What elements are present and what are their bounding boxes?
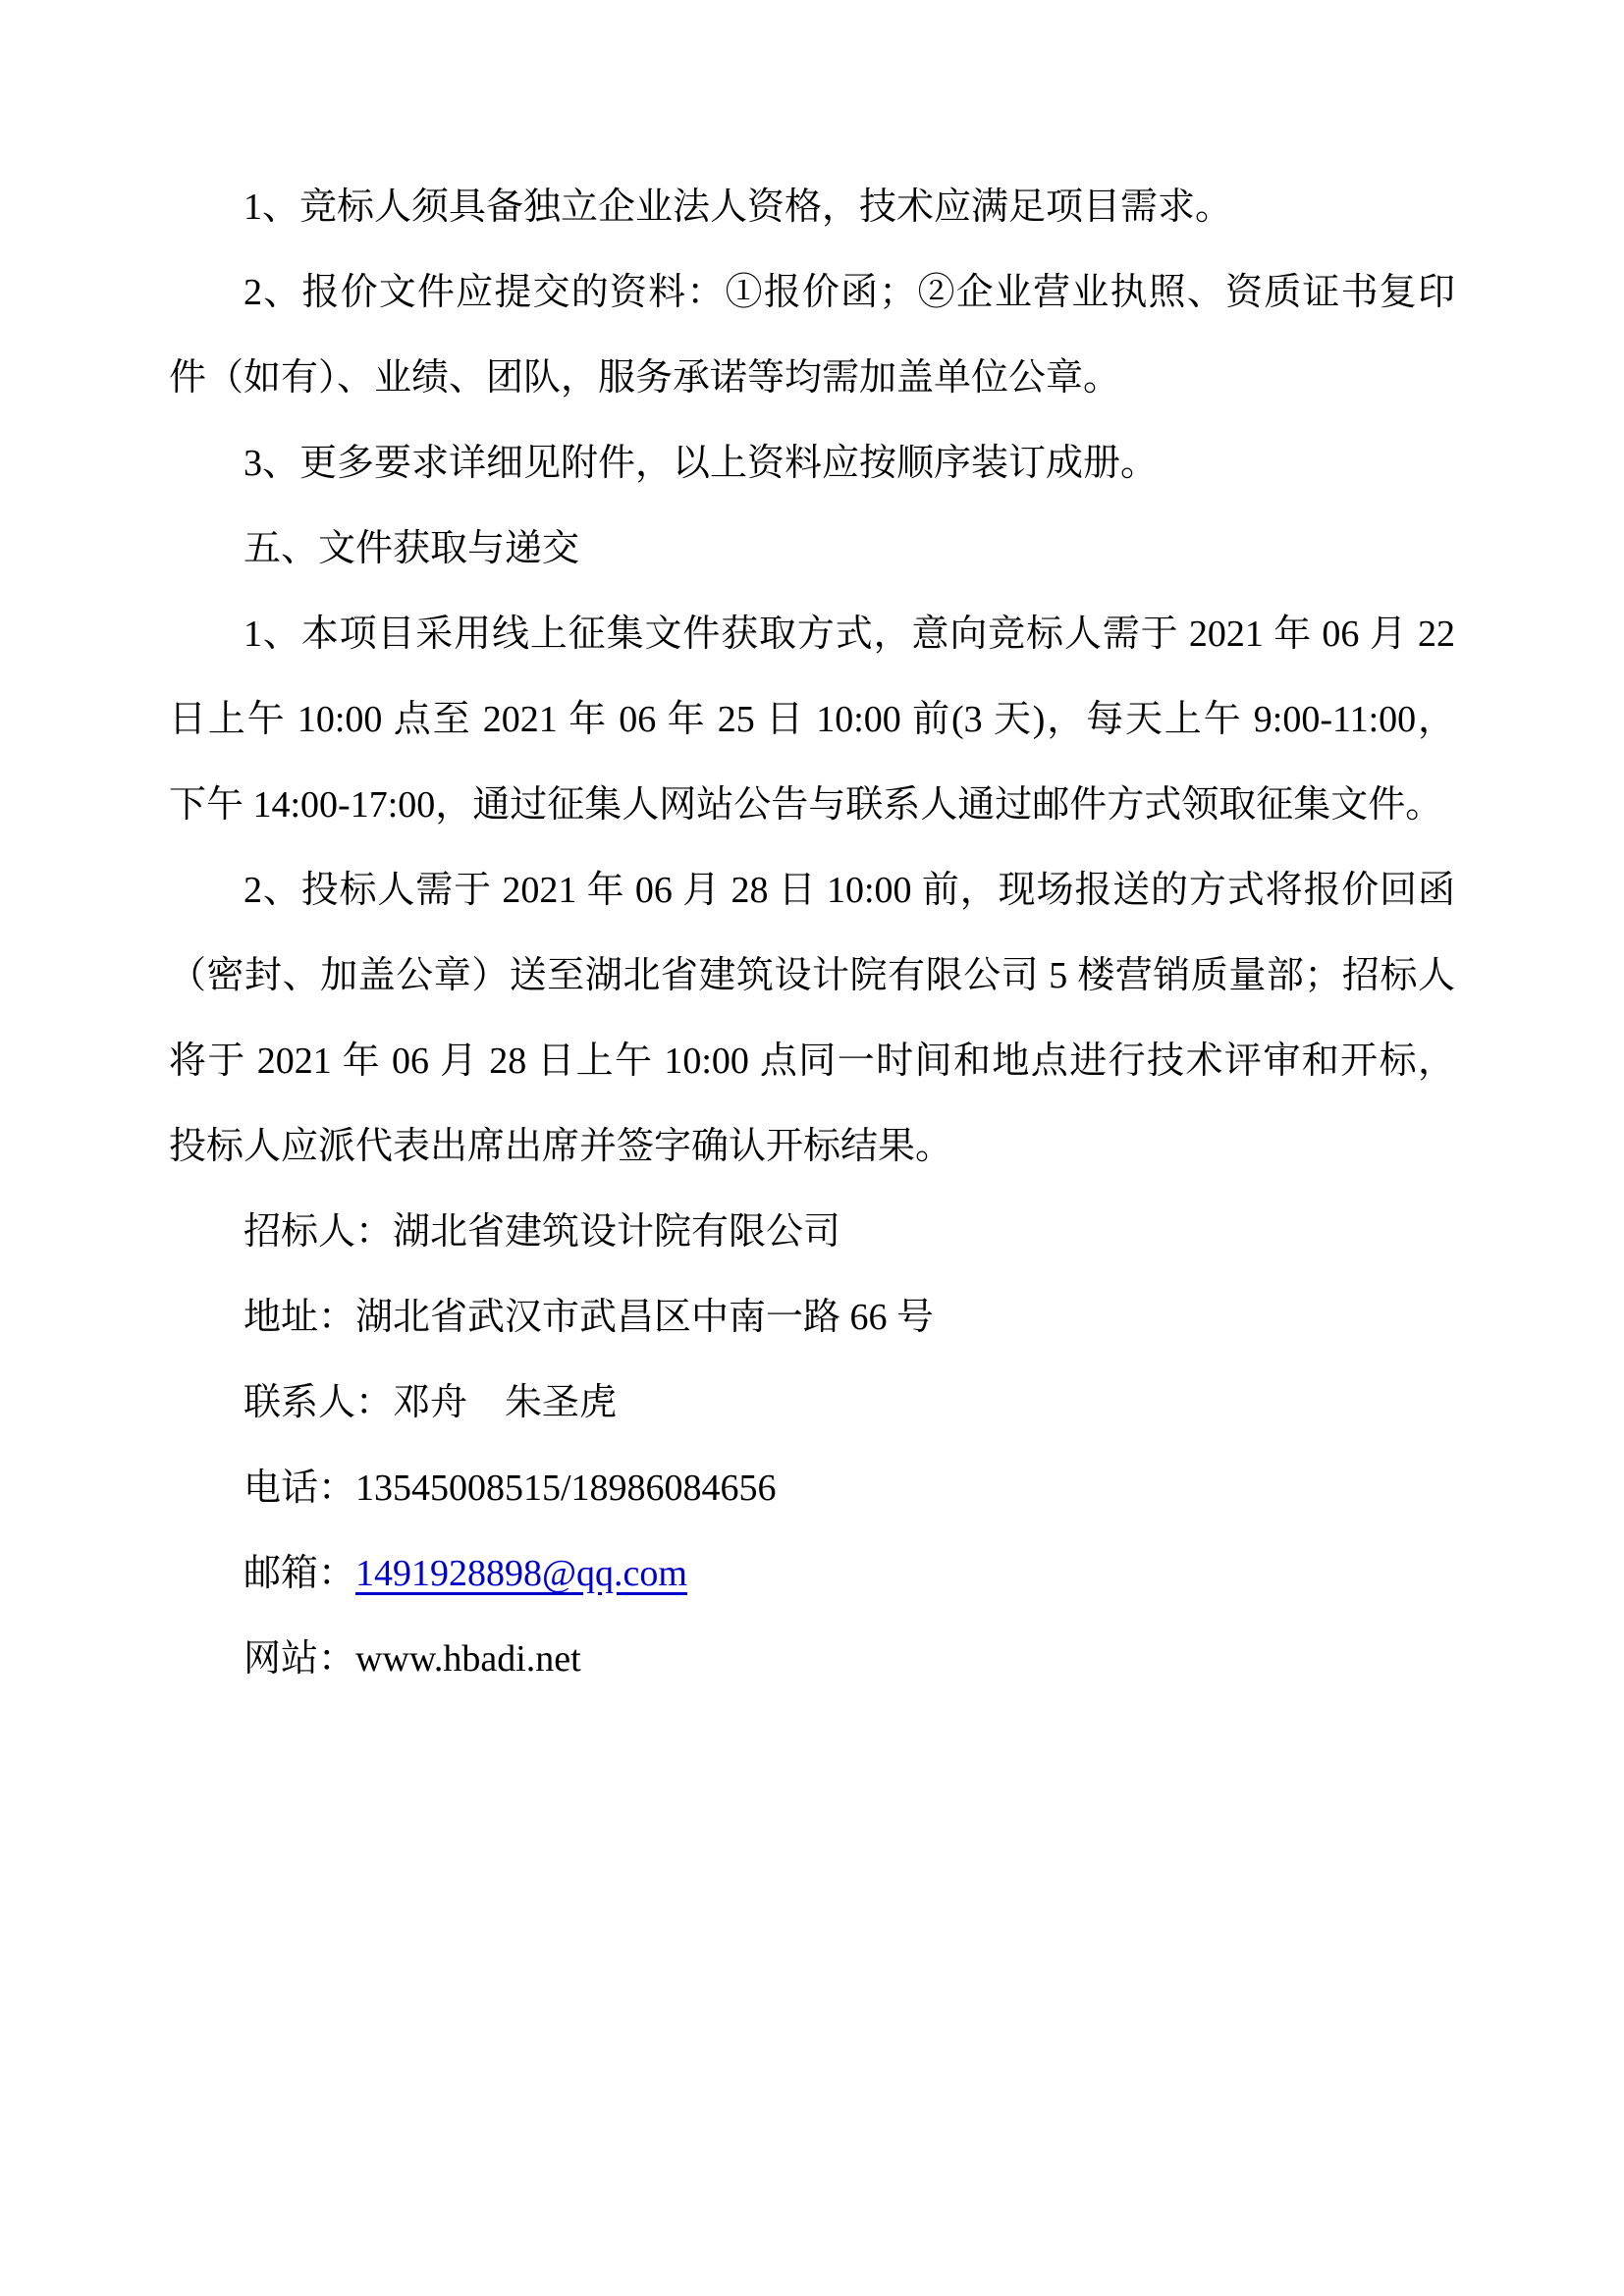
- email-link[interactable]: 1491928898@qq.com: [355, 1553, 687, 1594]
- line-submit-2b: （密封、加盖公章）送至湖北省建筑设计院有限公司 5 楼营销质量部；招标人: [169, 955, 1455, 996]
- line-submit-2d: 投标人应派代表出席出席并签字确认开标结果。: [169, 1126, 953, 1167]
- line-tenderee: 招标人：湖北省建筑设计院有限公司: [244, 1211, 841, 1253]
- line-obtain-1b: 日上午 10:00 点至 2021 年 06 年 25 日 10:00 前(3 天)，每天上午 9:00-11:00，: [169, 699, 1455, 740]
- line-address: 地址：湖北省武汉市武昌区中南一路 66 号: [244, 1297, 935, 1338]
- line-requirement-2b: 件（如有）、业绩、团队，服务承诺等均需加盖单位公章。: [169, 357, 1121, 399]
- line-website: 网站：www.hbadi.net: [244, 1638, 581, 1680]
- line-email: [169, 1531, 1455, 1617]
- document-body: [169, 165, 1455, 1702]
- line-requirement-1: 1、竞标人须具备独立企业法人资格，技术应满足项目需求。: [244, 187, 1233, 228]
- line-contacts: 联系人：邓舟 朱圣虎: [244, 1382, 618, 1423]
- line-requirement-2a: 2、报价文件应提交的资料：①报价函；②企业营业执照、资质证书复印: [244, 272, 1455, 313]
- line-requirement-3: 3、更多要求详细见附件，以上资料应按顺序装订成册。: [244, 443, 1159, 484]
- email-label: 邮箱：: [244, 1553, 356, 1594]
- line-submit-2a: 2、投标人需于 2021 年 06 月 28 日 10:00 前，现场报送的方式将报价回函: [244, 870, 1455, 911]
- line-obtain-1c: 下午 14:00-17:00，通过征集人网站公告与联系人通过邮件方式领取征集文件。: [169, 784, 1443, 826]
- line-obtain-1a: 1、本项目采用线上征集文件获取方式，意向竞标人需于 2021 年 06 月 22: [244, 614, 1455, 655]
- line-submit-2c: 将于 2021 年 06 月 28 日上午 10:00 点同一时间和地点进行技术评审和开标，: [169, 1041, 1455, 1082]
- line-section-heading: 五、文件获取与递交: [244, 528, 580, 569]
- line-phone: 电话：13545008515/18986084656: [244, 1468, 777, 1509]
